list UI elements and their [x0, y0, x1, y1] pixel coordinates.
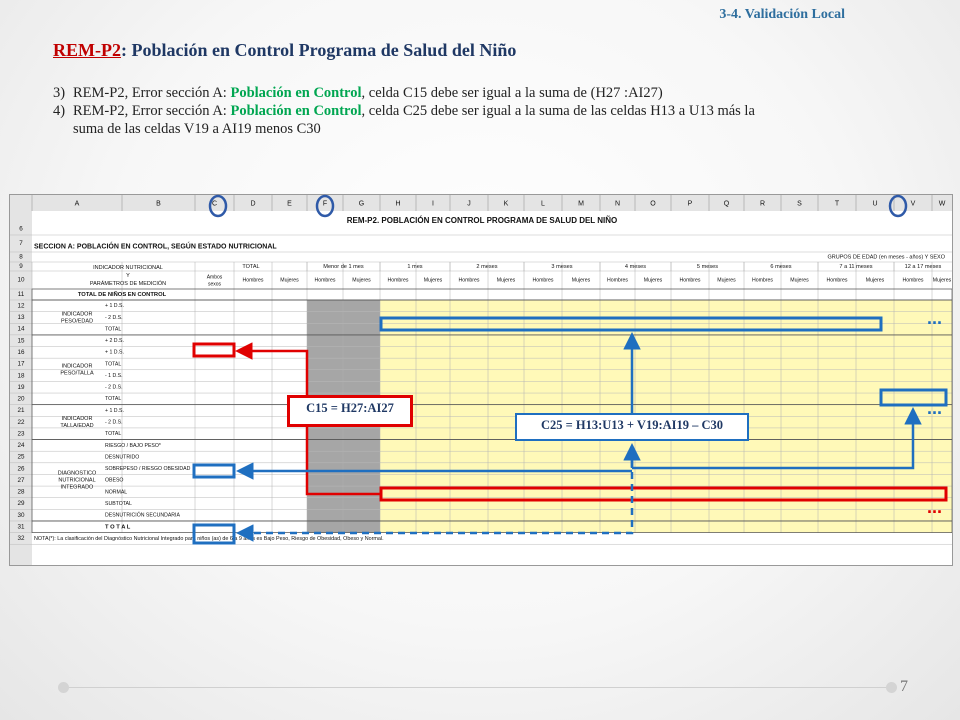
age-group-header: 5 meses [696, 263, 719, 270]
row-number: 23 [17, 430, 25, 438]
sex-header: Hombres [826, 277, 848, 284]
parameter-label: TOTAL [105, 361, 122, 368]
row-number: 26 [17, 465, 25, 473]
title-rest: : Población en Control Programa de Salud del Niño [120, 40, 517, 60]
row-number: 7 [19, 240, 23, 248]
sex-header: Mujeres [790, 277, 809, 284]
column-letter: E [287, 200, 292, 208]
column-letter: G [358, 200, 365, 208]
c15-formula-label: C15 = H27:AI27 [287, 395, 413, 427]
column-letter: P [687, 200, 693, 208]
indicator-group-label: NUTRICIONAL [58, 477, 96, 484]
age-group-header: 3 meses [551, 263, 573, 270]
row-number: 20 [17, 395, 25, 403]
column-letter: I [432, 200, 434, 208]
age-group-header: Menor de 1 mes [323, 263, 364, 270]
row-number: 10 [17, 276, 25, 284]
row-number: 32 [17, 535, 25, 543]
parameter-label: TOTAL [105, 396, 122, 403]
column-letter: C [211, 200, 218, 208]
column-letter: N [614, 200, 621, 208]
age-group-header: 1 mes [407, 263, 423, 270]
parameter-label: - 1 D.S. [105, 372, 123, 379]
indicator-group-label: INDICADOR [61, 416, 93, 423]
column-letter: H [395, 200, 401, 208]
age-group-header: 4 meses [624, 263, 647, 270]
sex-header: Hombres [679, 277, 701, 284]
section-title: SECCION A: POBLACIÓN EN CONTROL, SEGÚN ESTADO NUTRICIONAL [34, 243, 277, 251]
indicator-group-label: INDICADOR [61, 311, 93, 318]
parameter-label: - 2 D.S. [105, 384, 123, 391]
row-number: 12 [17, 302, 25, 310]
age-group-header: 12 a 17 meses [904, 263, 942, 270]
age-group-header: 2 meses [476, 263, 498, 270]
column-letter: D [250, 200, 256, 208]
column-letter: F [322, 200, 328, 208]
row-number: 8 [19, 253, 23, 261]
rule-item [53, 84, 903, 102]
indicator-group-label: INTEGRADO [60, 484, 94, 491]
row-number: 17 [17, 360, 25, 368]
rule-text: REM-P2, Error sección A: Población en Control, celda C15 debe ser igual a la suma de (H27 :AI27) [73, 85, 663, 101]
column-letter: M [578, 200, 584, 208]
row-number: 24 [17, 442, 25, 450]
row-number: 6 [19, 225, 23, 233]
parameter-label: + 1 D.S. [105, 303, 124, 310]
sex-header: Hombres [606, 277, 629, 284]
row-number: 15 [17, 337, 25, 345]
column-letter: T [834, 200, 840, 208]
rule-item [53, 102, 903, 138]
row-number: 28 [17, 488, 25, 496]
parameter-label: + 1 D.S. [105, 349, 124, 356]
ambos-sexos: Ambos [206, 274, 223, 281]
ellipsis-blue-1: ... [927, 308, 943, 328]
sex-header: Mujeres [352, 277, 371, 284]
row-number: 13 [17, 314, 25, 322]
total-header: TOTAL [242, 263, 260, 270]
parameter-label: SOBREPESO / RIESGO OBESIDAD [105, 466, 191, 473]
row-number: 21 [17, 407, 25, 415]
column-letter: J [467, 200, 471, 208]
sheet-title: REM-P2. POBLACIÓN EN CONTROL PROGRAMA DE SALUD DEL NIÑO [346, 216, 618, 226]
parameter-label: TOTAL [105, 326, 122, 333]
age-group-header: 7 a 11 meses [839, 263, 873, 270]
sex-header: Mujeres [280, 277, 299, 284]
spreadsheet-grid [10, 195, 952, 565]
indicator-group-label: INDICADOR [61, 363, 93, 370]
footnote: NOTA(*): La clasificación del Diagnóstico Nutricional Integrado para niños (as) de 6 a 9 años es Bajo Peso, Riesgo de Obesidad, Obeso y Normal. [34, 535, 384, 542]
indicator-group-label: TALLA/EDAD [60, 423, 94, 430]
column-letter: S [797, 200, 802, 208]
row-number: 9 [19, 263, 23, 271]
sex-header: Mujeres [932, 277, 952, 284]
column-letter: K [503, 200, 509, 208]
column-letter: A [74, 200, 80, 208]
rule-number: 4) [53, 103, 66, 119]
column-letter: B [156, 200, 161, 208]
indicator-group-label: DIAGNOSTICO [57, 470, 97, 477]
row-number: 30 [17, 511, 25, 519]
sex-header: Hombres [902, 277, 924, 284]
sex-header: Hombres [751, 277, 774, 284]
sex-header: Mujeres [496, 277, 516, 284]
spreadsheet-image [9, 194, 953, 566]
parameter-label: + 2 D.S. [105, 338, 124, 345]
footer-bullet-left [58, 682, 69, 693]
row-number: 31 [17, 523, 25, 531]
row-number: 11 [17, 291, 25, 299]
column-letter: Q [723, 200, 730, 208]
parameter-label: DESNUTRIDO [105, 454, 140, 461]
column-letter: L [541, 200, 545, 208]
parameter-label: - 2 D.S. [105, 314, 123, 321]
sex-header: Hombres [242, 277, 264, 284]
parameter-label: DESNUTRICIÓN SECUNDARIA [105, 512, 180, 519]
row-number: 25 [17, 453, 25, 461]
column-letter: V [910, 200, 916, 208]
sex-header: Hombres [387, 277, 409, 284]
parameter-label: TOTAL [105, 431, 122, 438]
footer-line [64, 687, 894, 688]
page-number: 7 [900, 678, 908, 695]
section-tag: 3-4. Validación Local [719, 7, 845, 22]
c25-formula-label: C25 = H13:U13 + V19:AI19 – C30 [515, 413, 749, 441]
row-number: 29 [17, 500, 25, 508]
rule-text: REM-P2, Error sección A: Población en Control, celda C25 debe ser igual a la suma de las celdas H13 a U13 más la suma de las celdas V19 a AI19 menos C30 [73, 103, 755, 137]
sex-header: Mujeres [717, 277, 736, 284]
parameter-label: NORMAL [105, 489, 128, 496]
column-letter: R [759, 200, 766, 208]
title-code: REM-P2 [53, 40, 121, 60]
indicator-group-label: PESO/TALLA [60, 370, 94, 377]
parameter-label: SUBTOTAL [105, 500, 132, 507]
indicator-header: PARÁMETROS DE MEDICIÓN [89, 280, 167, 287]
parameter-label: RIESGO / BAJO PESO* [105, 442, 161, 449]
total-row-band [195, 289, 952, 300]
ellipsis-red: ... [927, 497, 943, 517]
row-number: 16 [17, 349, 25, 357]
row-number: 27 [17, 476, 25, 484]
indicator-header: INDICADOR NUTRICIONAL [93, 264, 163, 271]
sex-header: Mujeres [571, 277, 591, 284]
rule-number: 3) [53, 85, 66, 101]
slide-title [53, 40, 516, 61]
row-number: 14 [17, 325, 25, 333]
column-letter: U [872, 200, 878, 208]
ambos-sexos: sexos [207, 281, 222, 288]
sex-header: Hombres [314, 277, 336, 284]
indicator-header: Y [126, 272, 130, 279]
column-letter: O [650, 200, 656, 208]
rules-list [53, 84, 903, 138]
row-number: 22 [17, 418, 25, 426]
row-number: 18 [17, 372, 25, 380]
total-ninos-label: TOTAL DE NIÑOS EN CONTROL [77, 292, 167, 299]
column-header-band [10, 195, 952, 211]
sex-header: Mujeres [423, 277, 443, 284]
sex-header: Mujeres [865, 277, 885, 284]
sex-header: Mujeres [643, 277, 663, 284]
row-number: 19 [17, 383, 25, 391]
sex-header: Hombres [458, 277, 480, 284]
parameter-label: - 2 D.S. [105, 419, 123, 426]
total-row-label: T O T A L [105, 524, 131, 531]
parameter-label: + 1 D.S. [105, 407, 124, 414]
sex-header: Hombres [532, 277, 554, 284]
footer-bullet-right [886, 682, 897, 693]
indicator-group-label: PESO/EDAD [60, 318, 94, 325]
ellipsis-blue-2: ... [927, 398, 943, 418]
age-group-header: 6 meses [770, 263, 792, 270]
parameter-label: OBESO [105, 477, 124, 484]
age-groups-header: GRUPOS DE EDAD (en meses - años) Y SEXO [827, 254, 945, 261]
column-letter: W [938, 200, 946, 208]
